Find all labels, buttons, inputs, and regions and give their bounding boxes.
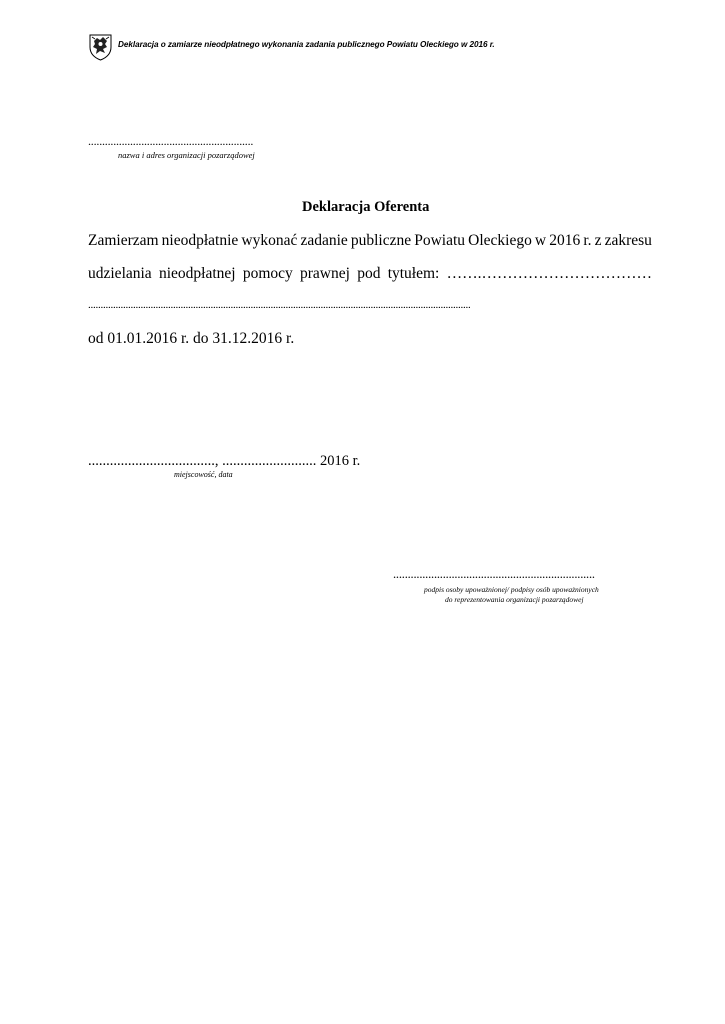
body-word: Zamierzam bbox=[88, 232, 159, 249]
place-date-line: ..................................., .......................... 2016 r. bbox=[88, 453, 361, 469]
body-word: Oleckiego bbox=[468, 232, 532, 249]
page-header bbox=[88, 32, 495, 62]
body-word: nieodpłatnej bbox=[158, 265, 236, 282]
body-word: 2016 bbox=[549, 232, 581, 249]
place-date-caption: miejscowość, data bbox=[174, 470, 233, 479]
body-word: pod bbox=[357, 265, 381, 282]
organization-dots: ........................................................... bbox=[88, 134, 254, 148]
body-word: wykonać bbox=[241, 232, 298, 249]
body-line-2 bbox=[88, 265, 652, 283]
title-continuation-dots: ......................................................................................................................................................... bbox=[88, 299, 471, 311]
body-word: zakresu bbox=[604, 232, 652, 249]
signature-dots: ..................................................................... bbox=[393, 567, 595, 581]
body-word: Powiatu bbox=[414, 232, 466, 249]
body-line-1 bbox=[88, 232, 652, 250]
body-word: prawnej bbox=[300, 265, 350, 282]
header-title: Deklaracja o zamiarze nieodpłatnego wykonania zadania publicznego Powiatu Oleckiego w 2016 r. bbox=[118, 40, 495, 49]
signature-caption-1: podpis osoby upoważnionej/ podpisy osób upoważnionych bbox=[424, 585, 599, 594]
body-word: nieodpłatnie bbox=[161, 232, 239, 249]
body-word: z bbox=[594, 232, 602, 249]
signature-caption-2: do reprezentowania organizacji pozarządowej bbox=[445, 595, 584, 604]
body-word: r. bbox=[583, 232, 592, 249]
organization-caption: nazwa i adres organizacji pozarządowej bbox=[118, 150, 255, 160]
period-text: od 01.01.2016 r. do 31.12.2016 r. bbox=[88, 330, 295, 347]
body-word: pomocy bbox=[242, 265, 293, 282]
county-coat-of-arms-icon bbox=[88, 33, 113, 61]
body-word: w bbox=[534, 232, 547, 249]
body-word: udzielania bbox=[88, 265, 152, 282]
body-word: …….…………………………… bbox=[446, 265, 652, 282]
document-title: Deklaracja Oferenta bbox=[302, 199, 430, 215]
body-word: tytułem: bbox=[387, 265, 440, 282]
body-word: publiczne bbox=[350, 232, 412, 249]
body-word: zadanie bbox=[300, 232, 348, 249]
